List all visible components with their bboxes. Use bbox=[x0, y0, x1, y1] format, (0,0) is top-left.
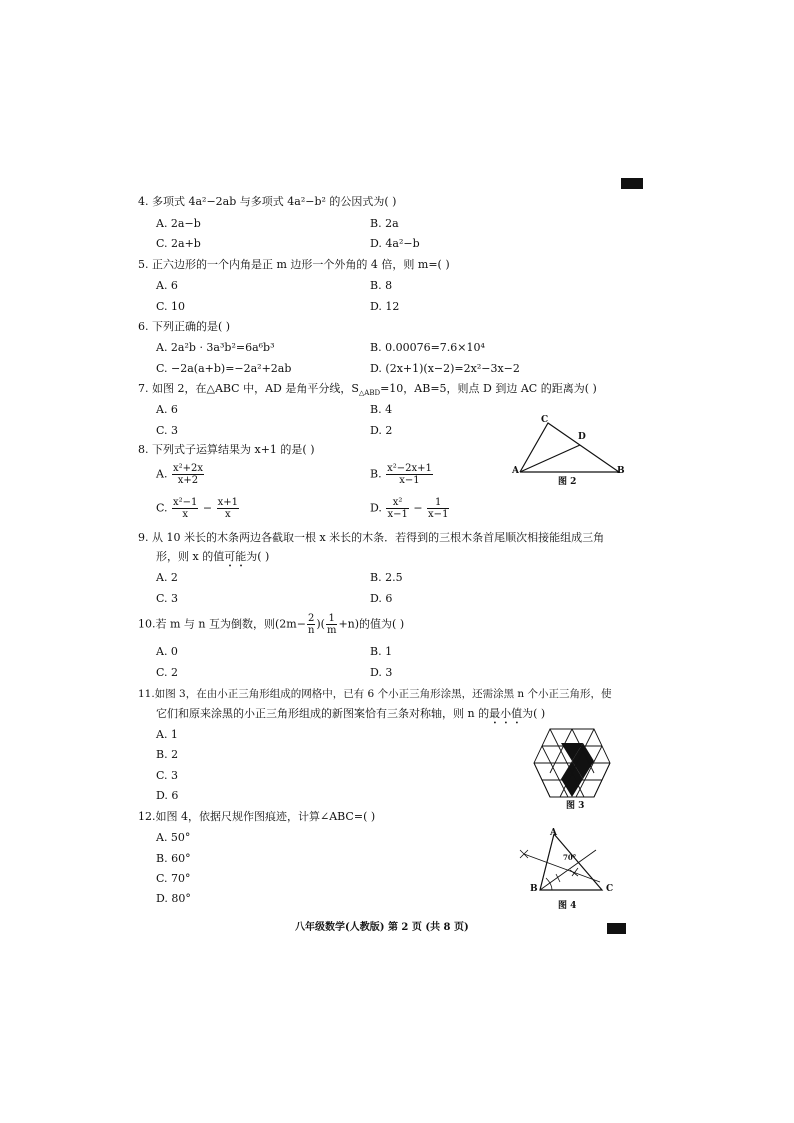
question-8-option-d-numerator-1: x² bbox=[386, 497, 408, 509]
figure-4-label-c: C bbox=[606, 884, 614, 894]
question-8-option-d-label: D. bbox=[370, 501, 382, 515]
question-10-stem-post: +n)的值为( ) bbox=[338, 617, 405, 631]
question-8-option-c-fraction-1 bbox=[172, 497, 198, 520]
question-11-stem-line-2-post: 为( ) bbox=[522, 707, 546, 720]
figure-2-caption: 图 2 bbox=[558, 477, 577, 487]
question-8-option-c bbox=[156, 497, 240, 520]
figure-4-label-angle: 70° bbox=[563, 853, 577, 862]
question-8-option-c-fraction-2 bbox=[217, 497, 239, 520]
question-5-stem: 5. 正六边形的一个内角是正 m 边形一个外角的 4 倍，则 m=( ) bbox=[138, 258, 450, 271]
question-8-stem: 8. 下列式子运算结果为 x+1 的是( ) bbox=[138, 443, 315, 456]
question-6-option-d: D. (2x+1)(x−2)=2x²−3x−2 bbox=[370, 362, 520, 375]
question-7-stem bbox=[138, 382, 597, 400]
figure-3-hexagon-grid bbox=[532, 725, 612, 801]
figure-2-label-b: B bbox=[617, 466, 625, 476]
question-4-option-d: D. 4a²−b bbox=[370, 237, 420, 250]
question-8-option-d-numerator-2: 1 bbox=[427, 497, 449, 509]
question-11-stem-line-2 bbox=[156, 707, 545, 727]
question-9-stem-line-2-post: 为( ) bbox=[246, 550, 270, 563]
question-8-option-b-numerator: x²−2x+1 bbox=[387, 463, 432, 474]
question-8-option-c-operator: − bbox=[202, 501, 213, 515]
question-8-option-a-denominator: x+2 bbox=[177, 475, 199, 486]
question-11-stem-line-2-pre: 它们和原来涂黑的小正三角形组成的新图案恰有三条对称轴，则 n 的 bbox=[156, 707, 490, 720]
figure-2-bisector-ad bbox=[520, 445, 580, 472]
question-9-option-c: C. 3 bbox=[156, 592, 179, 605]
question-10-stem-pre: 10.若 m 与 n 互为倒数，则(2m− bbox=[138, 617, 306, 631]
question-10-option-d: D. 3 bbox=[370, 666, 393, 679]
question-7-option-b: B. 4 bbox=[370, 403, 393, 416]
question-10-fraction-1-denominator: n bbox=[307, 625, 315, 636]
question-8-option-d-denominator-1: x−1 bbox=[387, 509, 408, 520]
question-9-option-d: D. 6 bbox=[370, 592, 393, 605]
question-5-option-a: A. 6 bbox=[156, 279, 178, 292]
question-4-stem: 4. 多项式 4a²−2ab 与多项式 4a²−b² 的公因式为( ) bbox=[138, 195, 397, 208]
figure-4-caption: 图 4 bbox=[558, 901, 577, 911]
question-8-option-a-label: A. bbox=[156, 467, 168, 481]
question-8-option-d-fraction-2 bbox=[427, 497, 449, 520]
question-5-option-c: C. 10 bbox=[156, 300, 186, 313]
question-12-option-d: D. 80° bbox=[156, 892, 191, 905]
question-8-option-d-fraction-1 bbox=[386, 497, 408, 520]
question-10-stem bbox=[138, 613, 404, 636]
question-10-fraction-1-numerator: 2 bbox=[307, 613, 315, 624]
question-11-option-a: A. 1 bbox=[156, 728, 178, 741]
question-7-option-c: C. 3 bbox=[156, 424, 179, 437]
question-10-option-c: C. 2 bbox=[156, 666, 179, 679]
question-8-option-b-denominator: x−1 bbox=[399, 475, 420, 486]
question-4-option-a: A. 2a−b bbox=[156, 217, 201, 230]
question-7-stem-pre: 7. 如图 2，在△ABC 中，AD 是角平分线，S bbox=[138, 382, 359, 395]
question-10-option-a: A. 0 bbox=[156, 645, 178, 658]
question-12-option-b: B. 60° bbox=[156, 852, 191, 865]
scan-mark-bottom-right bbox=[607, 923, 626, 934]
question-8-option-a bbox=[156, 463, 205, 486]
question-7-option-d: D. 2 bbox=[370, 424, 393, 437]
question-8-option-d-denominator-2: x−1 bbox=[428, 509, 449, 520]
question-8-option-d-operator: − bbox=[413, 501, 423, 515]
question-10-fraction-2 bbox=[326, 613, 337, 636]
question-8-option-a-numerator: x²+2x bbox=[172, 463, 203, 474]
question-9-stem-line-2-pre: 形，则 x 的值 bbox=[156, 550, 225, 563]
question-10-stem-mid: )( bbox=[316, 617, 325, 631]
question-9-stem-line-2 bbox=[156, 550, 269, 570]
question-8-option-c-numerator-1: x²−1 bbox=[173, 497, 198, 508]
question-11-option-d: D. 6 bbox=[156, 789, 179, 802]
question-12-option-a: A. 50° bbox=[156, 831, 191, 844]
question-11-option-c: C. 3 bbox=[156, 769, 179, 782]
question-9-option-b: B. 2.5 bbox=[370, 571, 403, 584]
question-11-emphasis: 最小值 bbox=[489, 707, 523, 720]
figure-4-arc-mark-1 bbox=[520, 850, 528, 858]
question-8-option-b-label: B. bbox=[370, 467, 382, 481]
question-6-option-a: A. 2a²b · 3a³b²=6a⁶b³ bbox=[156, 341, 275, 354]
question-8-option-b-fraction bbox=[386, 463, 433, 486]
figure-4-construction bbox=[510, 826, 630, 906]
figure-2-triangle-outline bbox=[520, 423, 619, 472]
question-8-option-c-label: C. bbox=[156, 501, 168, 515]
figure-2-label-c: C bbox=[541, 415, 549, 425]
question-8-option-c-numerator-2: x+1 bbox=[217, 497, 239, 508]
question-11-option-b: B. 2 bbox=[156, 748, 179, 761]
figure-4-label-a: A bbox=[550, 828, 557, 838]
question-5-option-d: D. 12 bbox=[370, 300, 400, 313]
question-6-option-c: C. −2a(a+b)=−2a²+2ab bbox=[156, 362, 292, 375]
question-12-option-c: C. 70° bbox=[156, 872, 191, 885]
question-8-option-d bbox=[370, 497, 450, 520]
question-4-option-b: B. 2a bbox=[370, 217, 399, 230]
question-10-fraction-1 bbox=[307, 613, 315, 636]
figure-3-caption: 图 3 bbox=[566, 801, 585, 811]
question-12-stem: 12.如图 4，依据尺规作图痕迹，计算∠ABC=( ) bbox=[138, 810, 376, 823]
question-9-emphasis: 可能 bbox=[224, 550, 247, 563]
figure-2-label-a: A bbox=[512, 466, 519, 476]
question-7-stem-sub: △ABD bbox=[358, 389, 381, 398]
scan-mark-top-right bbox=[621, 178, 643, 189]
question-5-option-b: B. 8 bbox=[370, 279, 393, 292]
figure-2-label-d: D bbox=[578, 432, 586, 442]
question-10-fraction-2-numerator: 1 bbox=[326, 613, 337, 625]
question-11-stem-line-1: 11.如图 3，在由小正三角形组成的网格中，已有 6 个小正三角形涂黑，还需涂黑 n 个小正三角形，使 bbox=[138, 688, 612, 700]
figure-4-perpendicular-bisector bbox=[524, 854, 600, 882]
question-9-stem-line-1: 9. 从 10 米长的木条两边各截取一根 x 米长的木条．若得到的三根木条首尾顺次相接能组成三角 bbox=[138, 531, 605, 544]
page-footer: 八年级数学(人教版) 第 2 页 (共 8 页) bbox=[295, 922, 469, 933]
question-6-stem: 6. 下列正确的是( ) bbox=[138, 320, 231, 333]
question-6-option-b: B. 0.00076=7.6×10⁴ bbox=[370, 341, 485, 354]
question-8-option-c-denominator-2: x bbox=[225, 509, 231, 520]
question-8-option-a-fraction bbox=[172, 463, 204, 486]
figure-4-label-b: B bbox=[530, 884, 538, 894]
question-10-option-b: B. 1 bbox=[370, 645, 393, 658]
question-9-option-a: A. 2 bbox=[156, 571, 178, 584]
question-7-stem-post: =10，AB=5，则点 D 到边 AC 的距离为( ) bbox=[380, 382, 597, 395]
question-7-option-a: A. 6 bbox=[156, 403, 178, 416]
question-10-fraction-2-denominator: m bbox=[326, 625, 337, 636]
question-4-option-c: C. 2a+b bbox=[156, 237, 201, 250]
question-8-option-b bbox=[370, 463, 434, 486]
question-8-option-c-denominator-1: x bbox=[182, 509, 189, 520]
